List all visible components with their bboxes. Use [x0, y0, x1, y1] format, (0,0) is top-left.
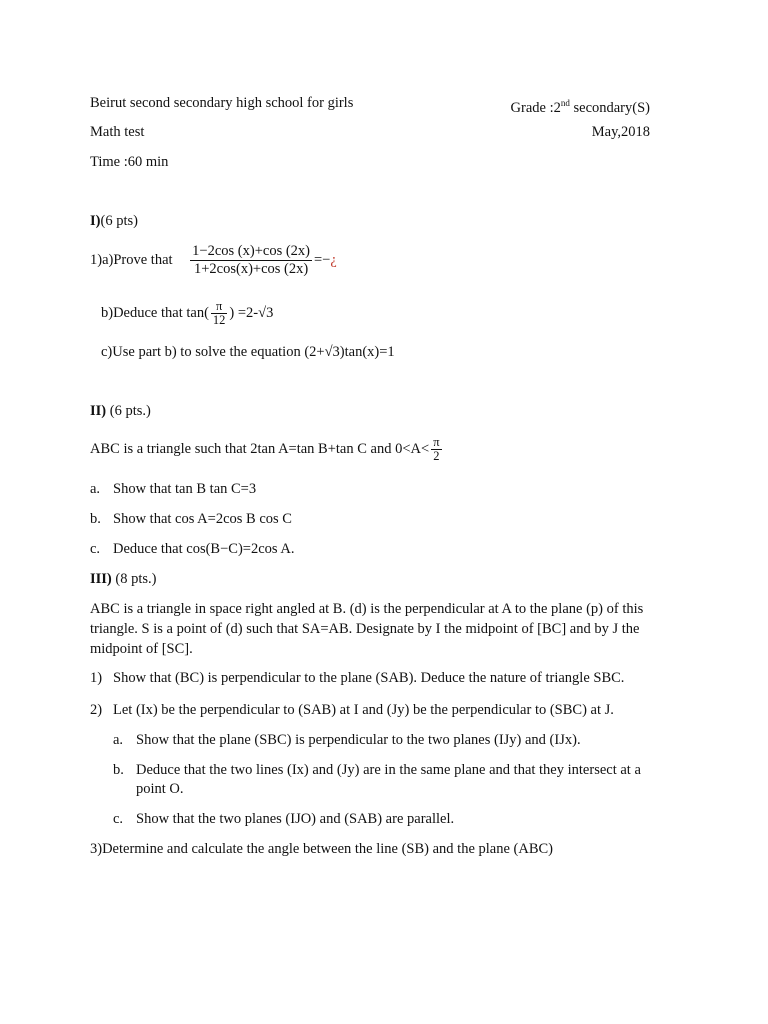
test-date: May,2018 — [591, 124, 650, 140]
part2-numerator: π — [433, 435, 440, 450]
part2-item-a: Show that tan B tan C=3 — [113, 481, 257, 497]
q1a-fraction — [190, 243, 312, 278]
test-duration: Time :60 min — [90, 154, 169, 170]
part3-heading — [90, 570, 156, 588]
part2-denominator: 2 — [433, 449, 440, 464]
part3-q2-label: 2) — [90, 702, 103, 718]
part3-q3: 3)Determine and calculate the angle between the line (SB) and the plane (ABC) — [90, 841, 554, 857]
q1a-denominator: 1+2cos(x)+cos (2x) — [193, 261, 309, 278]
q1a-error-glyph: ¿ — [330, 252, 337, 268]
q1b-prefix: b)Deduce that tan( — [101, 305, 209, 321]
part3-q2a: Show that the plane (SBC) is perpendicular to the two planes (IJy) and (IJx). — [136, 732, 581, 748]
part2-intro-fraction — [431, 436, 441, 463]
test-title: Math test — [90, 124, 145, 140]
q1b-suffix: ) =2-√3 — [229, 305, 274, 321]
part3-q2c: Show that the two planes (IJO) and (SAB) are parallel. — [136, 811, 455, 827]
part2-intro — [90, 432, 444, 466]
part3-intro-line2: triangle. S is a point of (d) such that SA=AB. Designate by I the midpoint of [BC] and by J the — [90, 621, 640, 637]
part2-item-a-label: a. — [90, 481, 101, 497]
part2-heading — [90, 402, 151, 420]
part3-q2: Let (Ix) be the perpendicular to (SAB) at I and (Jy) be the perpendicular to (SBC) at J. — [113, 702, 614, 718]
q1a-rhs: =− — [314, 252, 331, 268]
grade-prefix: Grade :2 — [510, 99, 561, 116]
part3-q2b-label: b. — [113, 762, 124, 778]
part2-item-b: Show that cos A=2cos B cos C — [113, 511, 292, 527]
part2-points: (6 pts.) — [106, 403, 151, 419]
question-1b — [101, 296, 273, 330]
school-name: Beirut second secondary high school for girls — [90, 95, 354, 111]
part3-intro-line3: midpoint of [SC]. — [90, 641, 193, 657]
question-1a — [90, 242, 337, 278]
part3-q2b-line1: Deduce that the two lines (Ix) and (Jy) are in the same plane and that they intersect at a — [136, 762, 641, 778]
part3-q2a-label: a. — [113, 732, 124, 748]
part1-heading — [90, 212, 138, 230]
part3-title: III) — [90, 571, 112, 587]
part3-q1-label: 1) — [90, 670, 103, 686]
part2-intro-text: ABC is a triangle such that 2tan A=tan B+tan C and 0<A< — [90, 441, 430, 457]
part1-title: I) — [90, 213, 101, 229]
q1b-numerator: π — [211, 300, 228, 314]
part3-intro-line1: ABC is a triangle in space right angled at B. (d) is the perpendicular at A to the plane (p) of this — [90, 601, 644, 617]
part2-title: II) — [90, 403, 107, 419]
grade-label — [511, 94, 650, 117]
part3-q1: Show that (BC) is perpendicular to the plane (SAB). Deduce the nature of triangle SBC. — [113, 670, 625, 686]
part3-q2b-line2: point O. — [136, 781, 184, 797]
part3-q2c-label: c. — [113, 811, 124, 827]
part3-points: (8 pts.) — [111, 571, 157, 587]
grade-sup: nd — [560, 98, 570, 108]
q1a-label: 1)a)Prove that — [90, 252, 173, 268]
q1b-fraction — [211, 300, 228, 327]
q1b-denominator: 12 — [212, 313, 226, 328]
part2-item-c: Deduce that cos(B−C)=2cos A. — [113, 541, 295, 557]
q1a-numerator: 1−2cos (x)+cos (2x) — [192, 243, 310, 260]
part1-points: (6 pts) — [100, 213, 138, 229]
part2-item-c-label: c. — [90, 541, 101, 557]
grade-suffix: secondary(S) — [569, 99, 650, 116]
part2-item-b-label: b. — [90, 511, 101, 527]
question-1c: c)Use part b) to solve the equation (2+√3)tan(x)=1 — [101, 344, 395, 360]
